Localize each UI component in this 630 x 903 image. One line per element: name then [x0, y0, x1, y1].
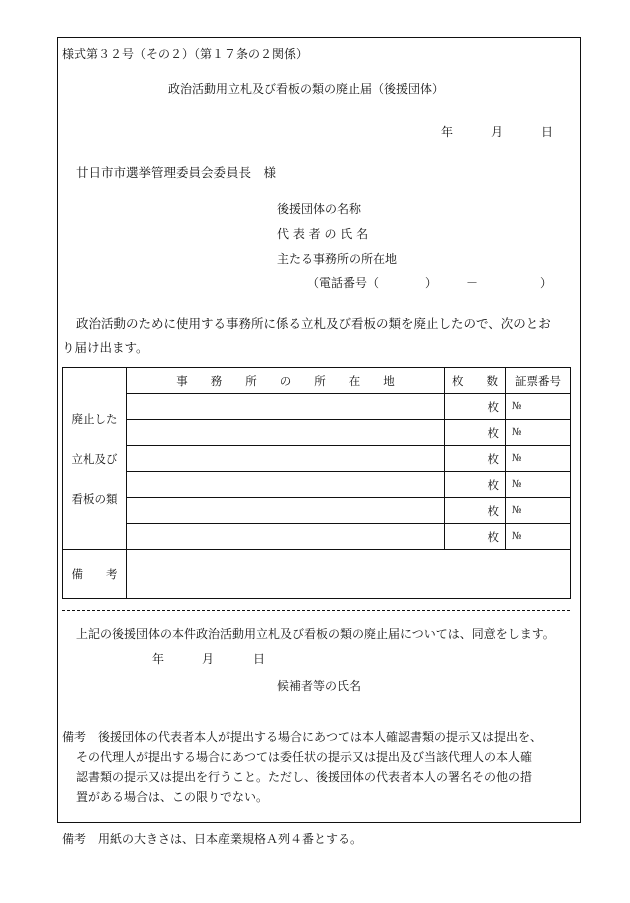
location-cell[interactable] — [127, 420, 445, 446]
statement-line-2: り届け出ます。 — [62, 340, 149, 355]
row-label-line: 看板の類 — [71, 491, 118, 506]
footer-note-text: 用紙の大きさは、日本産業規格Ａ列４番とする。 — [98, 832, 363, 846]
cert-number-cell[interactable]: № — [506, 472, 571, 498]
count-cell[interactable]: 枚 — [445, 446, 506, 472]
location-cell[interactable] — [127, 472, 445, 498]
consent-month: 月 — [202, 652, 215, 666]
abolition-table — [62, 367, 571, 599]
consent-year: 年 — [152, 652, 165, 666]
note-line-3: 認書類の提示又は提出を行うこと。ただし、後援団体の代表者本人の署名その他の措 — [76, 770, 533, 784]
footer-note-head: 備考 — [62, 832, 87, 846]
note-line-4: 置がある場合は、この限りでない。 — [76, 790, 269, 804]
addressee: 廿日市市選挙管理委員会委員長 様 — [76, 165, 277, 180]
table-row — [63, 524, 571, 550]
note-line-1: 後援団体の代表者本人が提出する場合にあつては本人確認書類の提示又は提出を、 — [98, 730, 543, 744]
phone-close: ） — [425, 276, 438, 290]
count-cell[interactable]: 枚 — [445, 524, 506, 550]
count-cell[interactable]: 枚 — [445, 472, 506, 498]
col-count-header: 枚 数 — [445, 368, 506, 394]
location-cell[interactable] — [127, 524, 445, 550]
row-label-line: 立札及び — [71, 451, 118, 466]
table-row — [63, 420, 571, 446]
statement-line-1: 政治活動のために使用する事務所に係る立札及び看板の類を廃止したので、次のとお — [76, 316, 551, 331]
office-address-label: 主たる事務所の所在地 — [277, 252, 398, 266]
cert-number-cell[interactable]: № — [506, 498, 571, 524]
dashed-separator — [62, 610, 570, 611]
cert-number-cell[interactable]: № — [506, 524, 571, 550]
remarks-label: 備 考 — [63, 550, 127, 599]
cert-number-cell[interactable]: № — [506, 446, 571, 472]
col-cert-header: 証票番号 — [506, 368, 571, 394]
cert-number-cell[interactable]: № — [506, 394, 571, 420]
count-cell[interactable]: 枚 — [445, 394, 506, 420]
location-cell[interactable] — [127, 498, 445, 524]
consent-text: 上記の後援団体の本件政治活動用立札及び看板の類の廃止届については、同意をします。 — [76, 627, 555, 641]
phone-dash: － — [466, 276, 479, 290]
form-title: 政治活動用立札及び看板の類の廃止届（後援団体） — [168, 82, 445, 96]
consent-day: 日 — [253, 652, 266, 666]
col-location-header: 事 務 所 の 所 在 地 — [127, 368, 445, 394]
date-day: 日 — [541, 125, 554, 139]
note-head: 備考 — [62, 730, 87, 744]
phone-label: （電話番号（ — [307, 276, 380, 290]
row-label-line: 廃止した — [71, 411, 118, 426]
note-block — [62, 727, 572, 807]
table-row — [63, 446, 571, 472]
candidate-name-label: 候補者等の氏名 — [277, 679, 362, 693]
count-cell[interactable]: 枚 — [445, 498, 506, 524]
remarks-row — [63, 550, 571, 599]
table-row — [63, 394, 571, 420]
phone-end: ） — [540, 276, 553, 290]
form-number: 様式第３２号（その２）（第１７条の２関係） — [62, 47, 309, 61]
note-line-2: その代理人が提出する場合にあつては委任状の提示又は提出及び当該代理人の本人確 — [76, 750, 533, 764]
table-row — [63, 498, 571, 524]
location-cell[interactable] — [127, 446, 445, 472]
row-label-cell — [63, 368, 127, 550]
date-year: 年 — [441, 125, 454, 139]
location-cell[interactable] — [127, 394, 445, 420]
date-month: 月 — [491, 125, 504, 139]
footer-note — [62, 833, 362, 845]
table-header-row — [63, 368, 571, 394]
representative-label: 代 表 者 の 氏 名 — [277, 227, 369, 241]
table-row — [63, 472, 571, 498]
count-cell[interactable]: 枚 — [445, 420, 506, 446]
remarks-cell[interactable] — [127, 550, 571, 599]
group-name-label: 後援団体の名称 — [277, 202, 362, 216]
cert-number-cell[interactable]: № — [506, 420, 571, 446]
